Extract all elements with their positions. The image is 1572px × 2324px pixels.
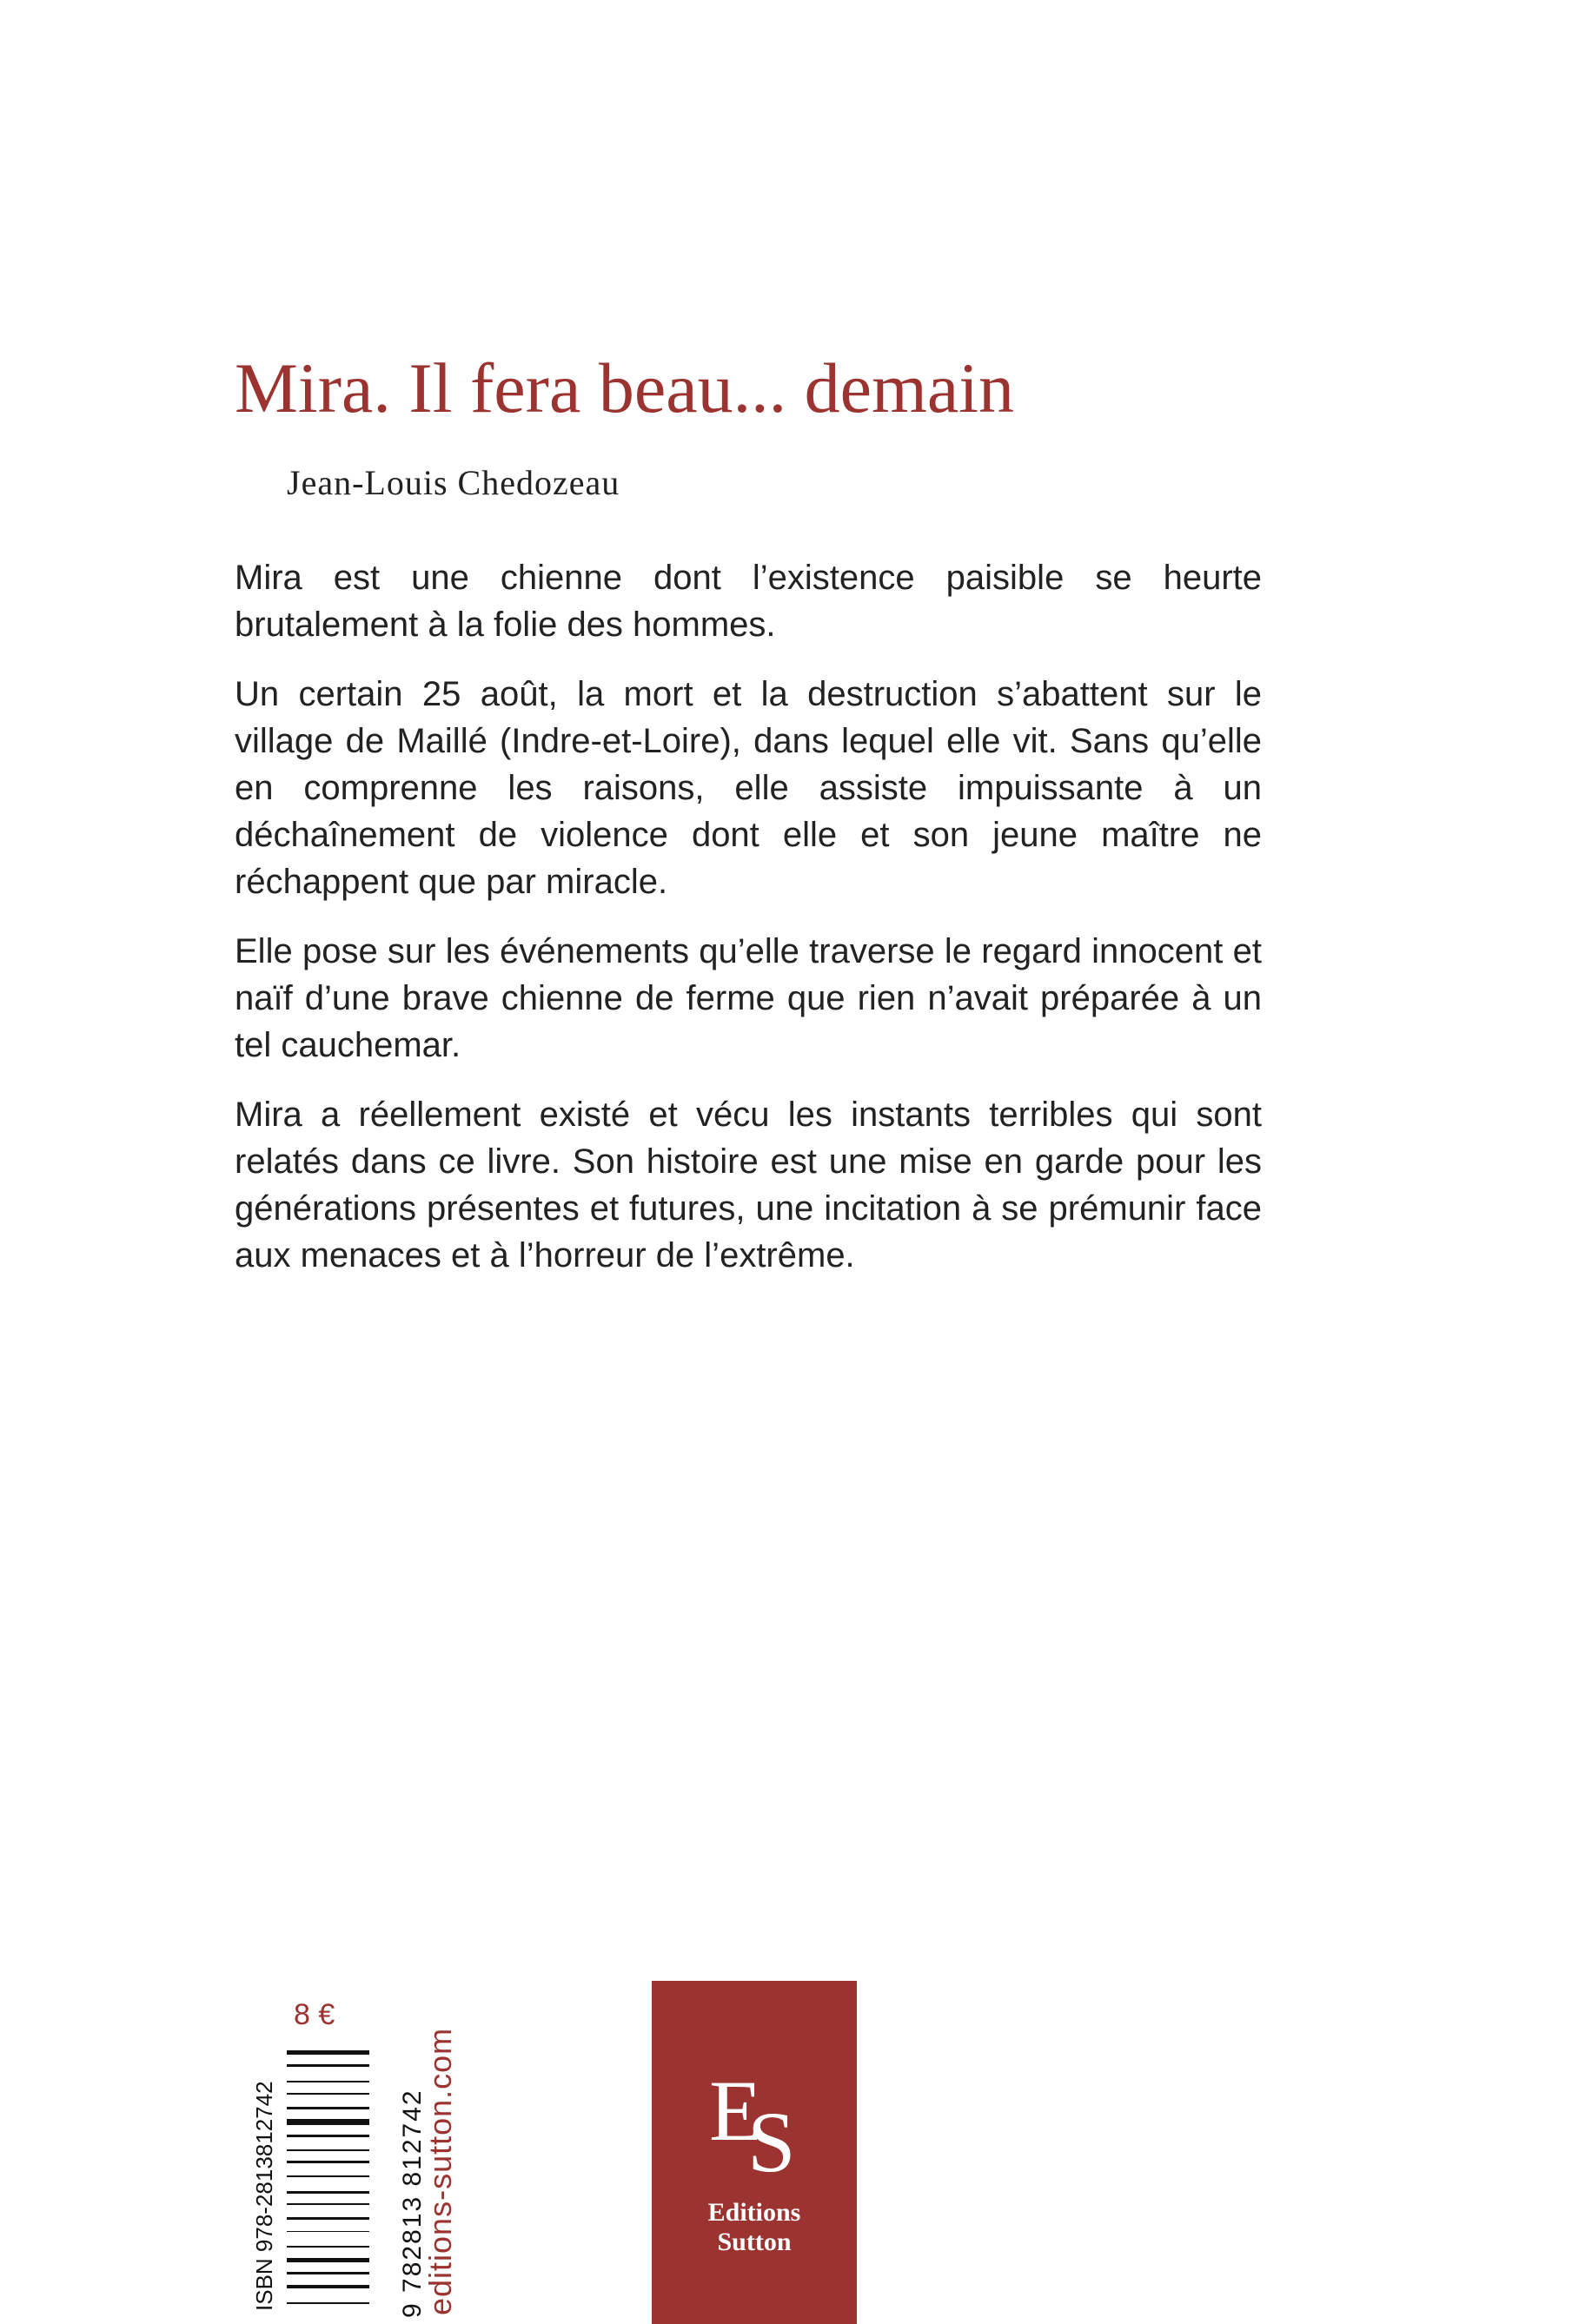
- barcode-bar: [287, 2191, 369, 2194]
- barcode-bar: [287, 2149, 369, 2151]
- publisher-name-line1: Editions: [707, 2198, 801, 2227]
- barcode-bar: [287, 2155, 369, 2157]
- barcode-bar: [287, 2114, 369, 2115]
- barcode-bar: [287, 2093, 369, 2095]
- barcode-bar: [287, 2059, 369, 2061]
- barcode-bar: [287, 2285, 369, 2289]
- barcode-bar: [287, 2236, 369, 2241]
- barcode-bar: [287, 2279, 369, 2281]
- monogram-letter-s: S: [747, 2094, 796, 2190]
- barcode-bar: [287, 2071, 369, 2076]
- barcode-bar: [287, 2098, 369, 2102]
- barcode-bar: [287, 2251, 369, 2254]
- barcode-bar: [287, 2107, 369, 2109]
- barcode-bar: [287, 2272, 369, 2274]
- barcode-bar: [287, 2129, 369, 2130]
- blurb-paragraph: Mira a réellement existé et vécu les instants terribles qui sont relatés dans ce livre. Son histoire est une mise en garde pour les générations présentes et futures, une incitation à se prémunir face aux menaces et à l’horreur de l’extrême.: [235, 1096, 1262, 1275]
- barcode-bar: [287, 2217, 369, 2220]
- barcode-bar: [287, 2182, 369, 2187]
- publisher-name: [708, 2198, 801, 2257]
- back-cover-blurb: [235, 554, 1262, 1301]
- price-label: 8 €: [294, 1998, 335, 2031]
- barcode-bar: [287, 2064, 369, 2067]
- blurb-paragraph: Elle pose sur les événements qu’elle traverse le regard innocent et naïf d’une brave chienne de ferme que rien n’avait préparée à un tel cauchemar.: [235, 932, 1262, 1064]
- isbn-label: ISBN 978-2813812742: [251, 2081, 277, 2311]
- publisher-website: editions-sutton.com: [422, 2027, 458, 2315]
- barcode-bar: [287, 2135, 369, 2137]
- barcode-bar: [287, 2203, 369, 2205]
- barcode-bar: [287, 2267, 369, 2268]
- barcode-bar: [287, 2161, 369, 2163]
- publisher-logo-block: [652, 1981, 857, 2324]
- barcode-bar: [287, 2231, 369, 2233]
- barcode-bar: [287, 2208, 369, 2213]
- barcode-bar: [287, 2119, 369, 2124]
- barcode-bar: [287, 2246, 369, 2248]
- publisher-monogram: [702, 2062, 806, 2190]
- barcode-bar: [287, 2168, 369, 2172]
- barcode-bar: [287, 2224, 369, 2227]
- barcode-bar: [287, 2142, 369, 2146]
- blurb-paragraph: Un certain 25 août, la mort et la destruction s’abattent sur le village de Maillé (Indre-et-Loire), dans lequel elle vit. Sans qu’elle en comprenne les raisons, elle assiste impuissante à un déchaînement de violence dont elle et son jeune maître ne réchappent que par miracle.: [235, 675, 1262, 901]
- barcode-bar: [287, 2293, 369, 2298]
- barcode-image: [287, 2050, 369, 2311]
- blurb-paragraph: Mira est une chienne dont l’existence paisible se heurte brutalement à la folie des hommes.: [235, 559, 1262, 644]
- barcode-bar: [287, 2307, 369, 2310]
- barcode-bar: [287, 2175, 369, 2177]
- barcode-bar: [287, 2086, 369, 2089]
- barcode-bar: [287, 2302, 369, 2304]
- monogram-letter-e: E: [709, 2062, 763, 2159]
- book-author: Jean-Louis Chedozeau: [287, 463, 620, 502]
- barcode-bar: [287, 2081, 369, 2082]
- barcode-bar: [287, 2198, 369, 2200]
- barcode-digits: 9 782813 812742: [398, 2089, 427, 2318]
- book-title: Mira. Il fera beau... demain: [235, 348, 1015, 427]
- barcode-bar: [287, 2050, 369, 2055]
- barcode-bar: [287, 2258, 369, 2262]
- publisher-name-line2: Sutton: [717, 2228, 792, 2256]
